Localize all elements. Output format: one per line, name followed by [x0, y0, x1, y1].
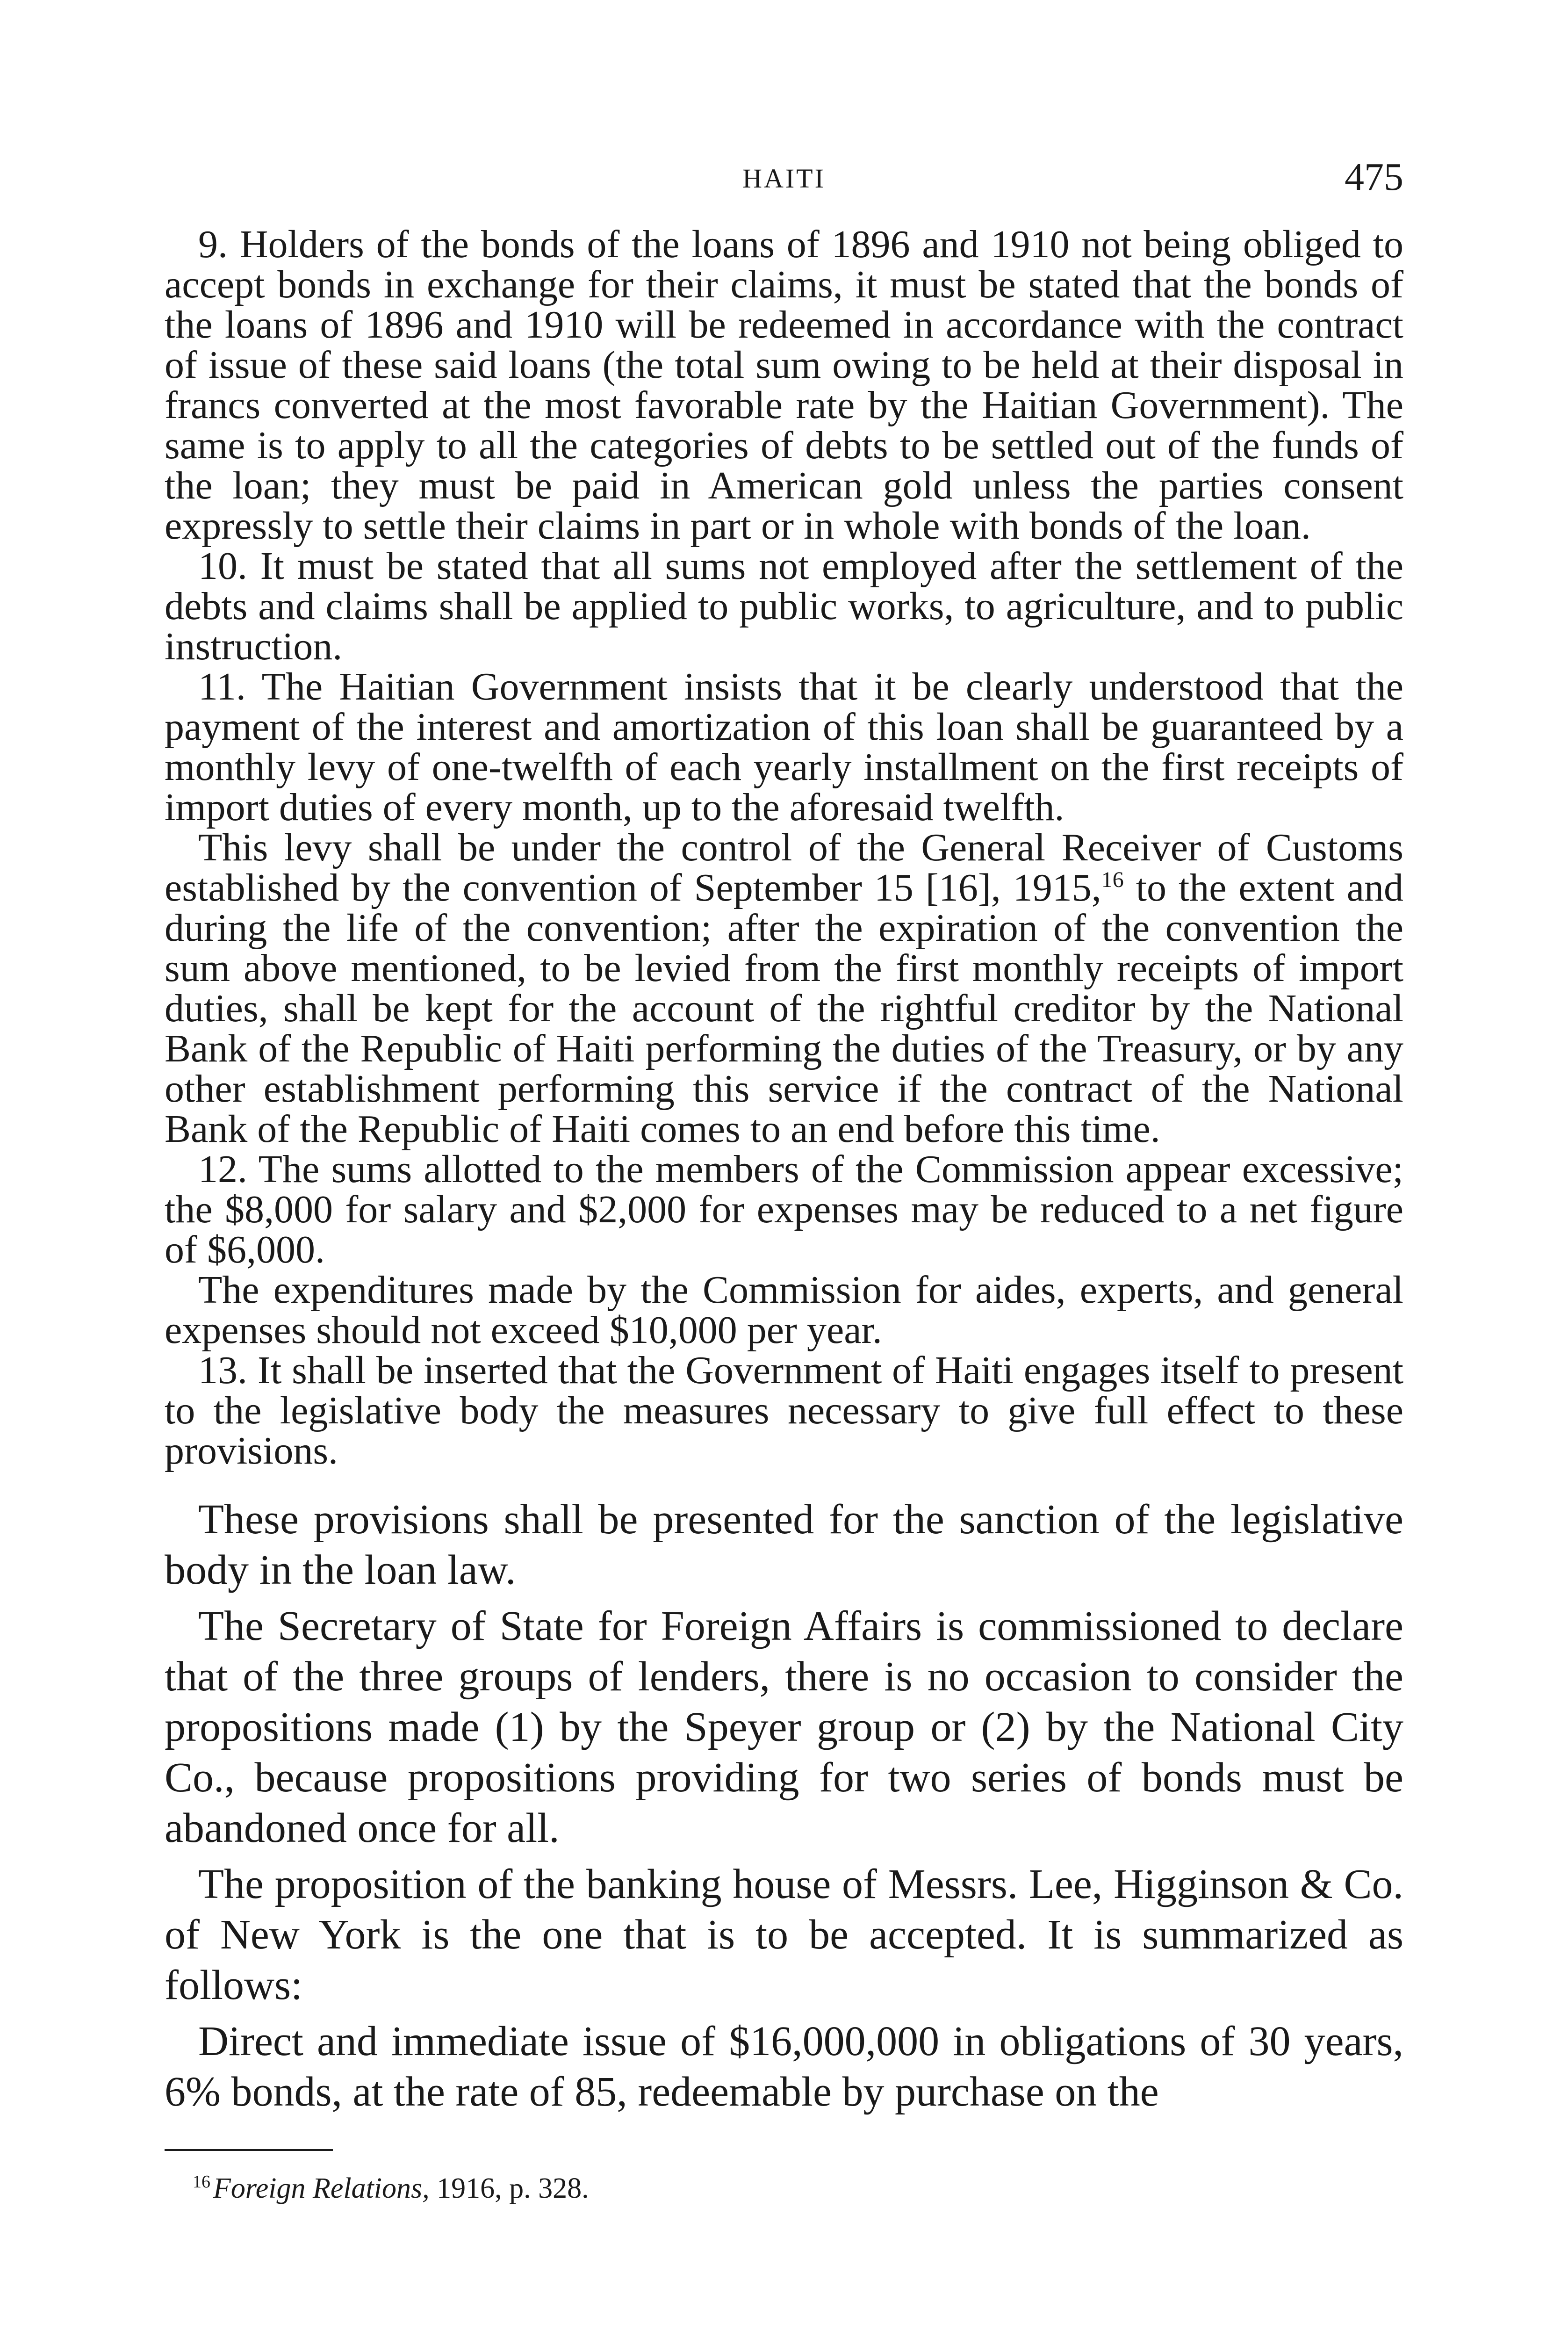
paragraph-proposition: The proposition of the banking house of Messrs. Lee, Higginson & Co. of New York is the one that is to be accepted. It is summarized as follows: [165, 1861, 1403, 2008]
paragraph-expenditures: The expenditures made by the Commission for aides, experts, and general expenses should not exceed $10,000 per year. [165, 1268, 1403, 1352]
running-title: HAITI [742, 163, 826, 194]
page-number: 475 [1345, 155, 1403, 199]
paragraph-item-11: 11. The Haitian Government insists that it be clearly understood that the payment of the interest and amortization of this loan shall be guaranteed by a monthly levy of one-twelfth of each yearly installment on the first receipts of import duties of every month, up to the aforesaid twelfth. [165, 665, 1403, 829]
footnote-source-title: Foreign Relations, [213, 2172, 430, 2204]
paragraph-item-13: 13. It shall be inserted that the Government of Haiti engages itself to present to the legislative body the measures necessary to give full effect to these provisions. [165, 1349, 1403, 1472]
levy-text-start: This levy shall be under the control of the General Receiver of Customs established by the convention of September 15 [16], 1915, [165, 826, 1403, 909]
paragraph-item-9: 9. Holders of the bonds of the loans of 1896 and 1910 not being obliged to accept bonds in exchange for their claims, it must be stated that the bonds of the loans of 1896 and 1910 will be redeemed in accordance with the contract of issue of these said loans (the total sum owing to be held at their disposal in francs converted at the most favorable rate by the Haitian Government). The same is to apply to all the categories of debts to be settled out of the funds of the loan; they must be paid in American gold unless the parties consent expressly to settle their claims in part or in whole with bonds of the loan. [165, 223, 1403, 548]
footnote-divider [165, 2149, 333, 2151]
paragraph-item-12: 12. The sums allotted to the members of the Commission appear excessive; the $8,000 for salary and $2,000 for expenses may be reduced to a net figure of $6,000. [165, 1147, 1403, 1271]
conditions-block [165, 224, 1403, 1471]
footnote-citation: 1916, p. 328. [429, 2172, 589, 2204]
footnote [165, 2170, 1403, 2207]
document-page [165, 154, 1403, 2207]
paragraph-sanction: These provisions shall be presented for the sanction of the legislative body in the loan law. [165, 1496, 1403, 1593]
running-head [165, 154, 1403, 210]
paragraph-issue: Direct and immediate issue of $16,000,000 in obligations of 30 years, 6% bonds, at the rate of 85, redeemable by purchase on the [165, 2018, 1403, 2115]
paragraph-secretary: The Secretary of State for Foreign Affairs is commissioned to declare that of the three groups of lenders, there is no occasion to consider the propositions made (1) by the Speyer group or (2) by the National City Co., because propositions providing for two series of bonds must be abandoned once for all. [165, 1603, 1403, 1851]
paragraph-item-10: 10. It must be stated that all sums not employed after the settlement of the debts and claims shall be applied to public works, to agriculture, and to public instruction. [165, 544, 1403, 668]
footnote-mark: 16 [193, 2172, 210, 2192]
main-text-block [165, 1494, 1403, 2117]
paragraph-levy [165, 828, 1403, 1149]
levy-text-end: to the extent and during the life of the convention; after the expiration of the convention the sum above mentioned, to be levied from the first monthly receipts of import duties, shall be kept for the account of the rightful creditor by the National Bank of the Republic of Haiti performing the duties of the Treasury, or by any other establishment performing this service if the contract of the National Bank of the Republic of Haiti comes to an end before this time. [165, 866, 1403, 1151]
footnote-reference[interactable]: 16 [1101, 867, 1124, 892]
